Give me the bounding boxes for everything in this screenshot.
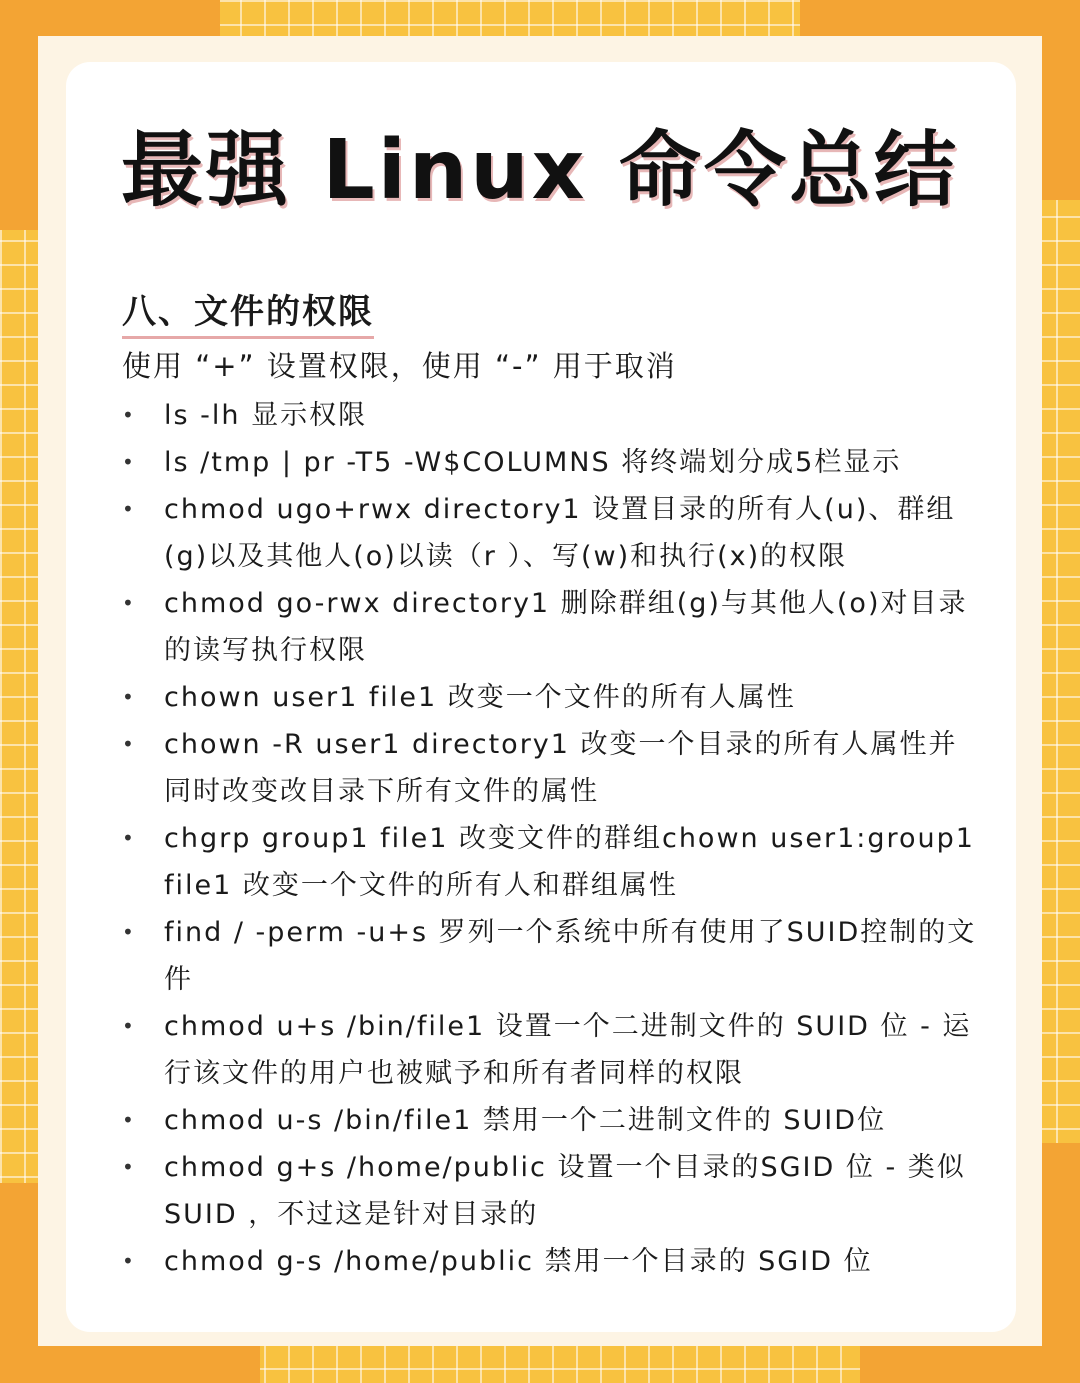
list-item xyxy=(120,580,980,674)
command-text: chmod ugo+rwx directory1 设置目录的所有人(u)、群组(g)以及其他人(o)以读（r ）、写(w)和执行(x)的权限 xyxy=(164,494,956,572)
command-text: chmod g-s /home/public 禁用一个目录的 SGID 位 xyxy=(164,1246,873,1277)
list-item xyxy=(120,674,980,721)
bullet-icon: • xyxy=(122,1249,136,1273)
command-text: ls -lh 显示权限 xyxy=(164,400,368,431)
bullet-icon: • xyxy=(122,403,136,427)
bullet-icon: • xyxy=(122,591,136,615)
command-text: chgrp group1 file1 改变文件的群组chown user1:group1 file1 改变一个文件的所有人和群组属性 xyxy=(164,823,975,901)
bullet-icon: • xyxy=(122,685,136,709)
command-text: chmod g+s /home/public 设置一个目录的SGID 位 - 类似SUID ，不过这是针对目录的 xyxy=(164,1152,966,1230)
command-text: chown user1 file1 改变一个文件的所有人属性 xyxy=(164,682,796,713)
section-intro: 使用 “+” 设置权限，使用 “-” 用于取消 xyxy=(122,349,677,383)
command-text: chown -R user1 directory1 改变一个目录的所有人属性并同时改变改目录下所有文件的属性 xyxy=(164,729,958,807)
command-text: ls /tmp | pr -T5 -W$COLUMNS 将终端划分成5栏显示 xyxy=(164,447,902,478)
bullet-icon: • xyxy=(122,732,136,756)
command-text: chmod go-rwx directory1 删除群组(g)与其他人(o)对目录的读写执行权限 xyxy=(164,588,968,666)
list-item xyxy=(120,815,980,909)
command-list xyxy=(120,392,980,1285)
command-text: chmod u+s /bin/file1 设置一个二进制文件的 SUID 位 - 运行该文件的用户也被赋予和所有者同样的权限 xyxy=(164,1011,972,1089)
list-item xyxy=(120,721,980,815)
bullet-icon: • xyxy=(122,497,136,521)
bullet-icon: • xyxy=(122,1155,136,1179)
list-item xyxy=(120,1144,980,1238)
list-item xyxy=(120,909,980,1003)
bullet-icon: • xyxy=(122,920,136,944)
list-item xyxy=(120,439,980,486)
bullet-icon: • xyxy=(122,1014,136,1038)
bullet-icon: • xyxy=(122,1108,136,1132)
list-item xyxy=(120,1003,980,1097)
section-heading: 八、文件的权限 xyxy=(122,284,374,339)
page-title: 最强 Linux 命令总结 xyxy=(120,123,960,218)
bullet-icon: • xyxy=(122,450,136,474)
list-item xyxy=(120,486,980,580)
bullet-icon: • xyxy=(122,826,136,850)
list-item xyxy=(120,1238,980,1285)
command-text: find / -perm -u+s 罗列一个系统中所有使用了SUID控制的文件 xyxy=(164,917,977,995)
list-item xyxy=(120,392,980,439)
command-text: chmod u-s /bin/file1 禁用一个二进制文件的 SUID位 xyxy=(164,1105,887,1136)
list-item xyxy=(120,1097,980,1144)
